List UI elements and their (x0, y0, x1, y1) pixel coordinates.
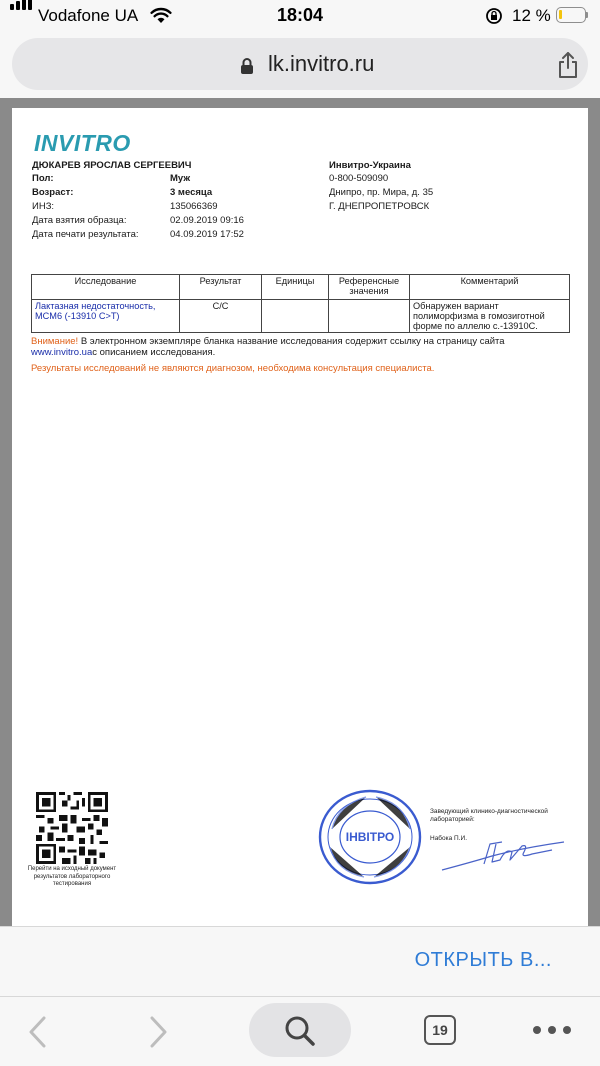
browser-header (0, 34, 600, 98)
notice-text-2: с описанием исследования. (92, 347, 216, 358)
status-bar (0, 0, 600, 34)
table-row (32, 300, 570, 333)
url-text: lk.invitro.ru (268, 51, 375, 76)
study-link[interactable]: Лактазная недостаточность, MCM6 (-13910 C>T) (32, 300, 180, 333)
age-value: 3 месяца (170, 187, 213, 198)
column-header: Исследование (32, 275, 180, 300)
results-table (31, 274, 570, 333)
notice-text: В электронном экземпляре бланка название исследования содержит ссылку на страницу сайта (78, 336, 505, 347)
reference-value (329, 300, 410, 333)
sample-date-value: 02.09.2019 09:16 (170, 215, 244, 226)
column-header: Единицы (262, 275, 329, 300)
document-viewer[interactable] (0, 98, 600, 926)
search-button[interactable] (249, 1003, 351, 1057)
pdf-page (12, 108, 588, 926)
signature (432, 830, 572, 876)
open-in-bar (0, 926, 600, 996)
table-header-row (32, 275, 570, 300)
comment-value: Обнаружен вариант полиморфизма в гомозиготной форме по аллелю c.-13910C. (410, 300, 570, 333)
more-icon[interactable] (532, 1025, 572, 1035)
browser-toolbar (0, 996, 600, 1066)
print-date-value: 04.09.2019 17:52 (170, 229, 244, 240)
qr-caption: Перейти на исходный документ результатов лабораторного тестирования (27, 866, 117, 887)
battery-percent: 12 % (512, 6, 551, 25)
lab-name: Инвитро-Украина (329, 160, 411, 171)
column-header: Референсные значения (329, 275, 410, 300)
lab-address: Днипро, пр. Мира, д. 35 (329, 187, 434, 198)
tabs-button[interactable]: 19 (424, 1015, 456, 1045)
sex-value: Муж (170, 173, 191, 184)
signatory-title: Заведующий клинико-диагностической лабораторией: (430, 808, 548, 823)
print-date-label: Дата печати результата: (32, 229, 139, 240)
notice (31, 336, 531, 358)
result-value: C/C (180, 300, 262, 333)
rotation-lock-icon (484, 7, 504, 25)
age-label: Возраст: (32, 187, 74, 198)
units-value (262, 300, 329, 333)
clock: 18:04 (276, 5, 324, 25)
address-bar[interactable] (12, 38, 588, 90)
sex-label: Пол: (32, 173, 54, 184)
site-link[interactable]: www.invitro.ua (31, 347, 93, 358)
signatory-name: Набока П.И. (430, 835, 468, 842)
carrier-name: Vodafone UA (38, 6, 139, 25)
search-icon (282, 1015, 318, 1047)
battery-icon (556, 7, 586, 23)
notice-attention: Внимание! (31, 336, 79, 347)
patient-name: ДЮКАРЕВ ЯРОСЛАВ СЕРГЕЕВИЧ (32, 160, 192, 171)
share-icon[interactable] (556, 51, 580, 79)
inz-label: ИНЗ: (32, 201, 55, 212)
invitro-logo: INVITRO (34, 130, 131, 156)
open-in-button[interactable]: ОТКРЫТЬ В... (414, 949, 552, 971)
inz-value: 135066369 (170, 201, 218, 212)
column-header: Результат (180, 275, 262, 300)
back-icon[interactable] (26, 1015, 50, 1049)
qr-code[interactable] (36, 792, 108, 864)
forward-icon[interactable] (146, 1015, 170, 1049)
column-header: Комментарий (410, 275, 570, 300)
lab-stamp (318, 789, 422, 885)
lab-phone: 0-800-509090 (329, 173, 389, 184)
lock-icon (240, 57, 254, 75)
lab-city: Г. ДНЕПРОПЕТРОВСК (329, 201, 430, 212)
sample-date-label: Дата взятия образца: (32, 215, 127, 226)
disclaimer: Результаты исследований не являются диагнозом, необходима консультация специалиста. (31, 363, 435, 374)
stamp-text: ІНВІТРО (345, 830, 395, 844)
